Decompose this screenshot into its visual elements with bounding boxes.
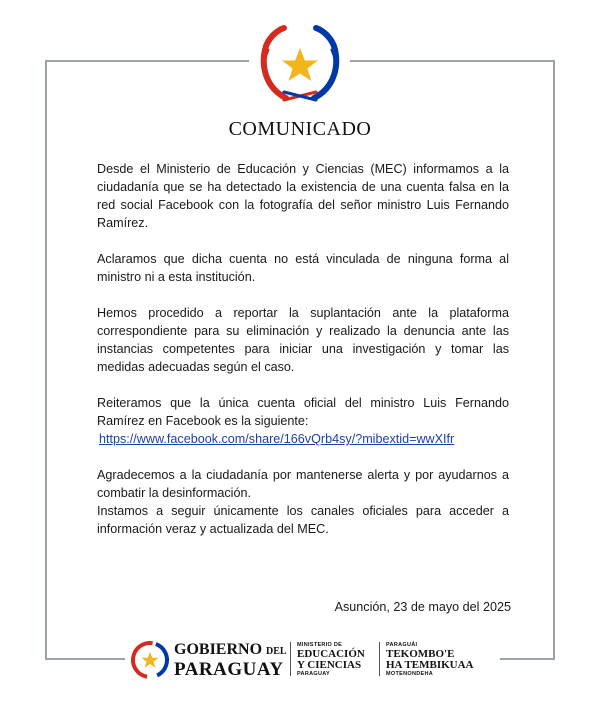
gobierno-wordmark xyxy=(174,642,287,680)
frame-top-right xyxy=(350,60,555,62)
mec-top: MINISTERIO DE xyxy=(297,642,343,648)
paragraph-3: Hemos procedido a reportar la suplantación ante la plataforma correspondiente para su eliminación y realizado la denuncia ante las instancias competentes para iniciar una investigación y tomar las medidas adecuadas según el caso. xyxy=(97,306,509,374)
paragraph-2: Aclaramos que dicha cuenta no está vinculada de ninguna forma al ministro ni a esta institución. xyxy=(97,252,509,284)
mec-line2: Y CIENCIAS xyxy=(297,659,362,671)
paragraph-6: Instamos a seguir únicamente los canales oficiales para acceder a información veraz y actualizada del MEC. xyxy=(97,504,509,536)
facebook-link[interactable]: https://www.facebook.com/share/166vQrb4sy/?mibextid=wwXIfr xyxy=(99,432,455,446)
frame-right xyxy=(553,60,555,660)
footer-separator-1 xyxy=(290,642,291,676)
statement-body xyxy=(97,160,509,556)
page-title: COMUNICADO xyxy=(228,118,372,140)
tekomboe-wordmark xyxy=(386,642,474,678)
national-emblem-icon xyxy=(256,22,344,110)
date-line: Asunción, 23 de mayo del 2025 xyxy=(334,600,511,614)
frame-top-left xyxy=(45,60,249,62)
mec-line1: EDUCACIÓN xyxy=(297,648,365,660)
paragraph-4-text: Reiteramos que la única cuenta oficial del ministro Luis Fernando Ramírez en Facebook es la siguiente: xyxy=(97,396,509,428)
frame-left xyxy=(45,60,47,660)
tek-line1: TEKOMBO'E xyxy=(386,648,455,660)
paragraph-4 xyxy=(97,394,509,448)
mec-bottom: PARAGUAY xyxy=(297,671,330,677)
tek-top: PARAGUÁI xyxy=(386,642,418,648)
footer-logos xyxy=(130,632,490,688)
gobierno-line1: GOBIERNO xyxy=(174,641,263,658)
frame-bottom-left xyxy=(45,658,125,660)
gobierno-del: DEL xyxy=(266,646,287,657)
paragraph-1: Desde el Ministerio de Educación y Ciencias (MEC) informamos a la ciudadanía que se ha detectado la existencia de una cuenta falsa en la red social Facebook con la fotografía del señor ministro Luis Fernando Ramírez. xyxy=(97,162,509,230)
footer-separator-2 xyxy=(379,642,380,676)
frame-bottom-right xyxy=(500,658,555,660)
paragraph-5: Agradecemos a la ciudadanía por mantenerse alerta y por ayudarnos a combatir la desinformación. xyxy=(97,468,509,500)
tek-bottom: MOTENONDEHA xyxy=(386,671,433,677)
mec-wordmark xyxy=(297,642,365,678)
gobierno-emblem-icon xyxy=(130,640,170,680)
tek-line2: HA TEMBIKUAA xyxy=(386,659,474,671)
gobierno-line2: PARAGUAY xyxy=(174,659,284,680)
